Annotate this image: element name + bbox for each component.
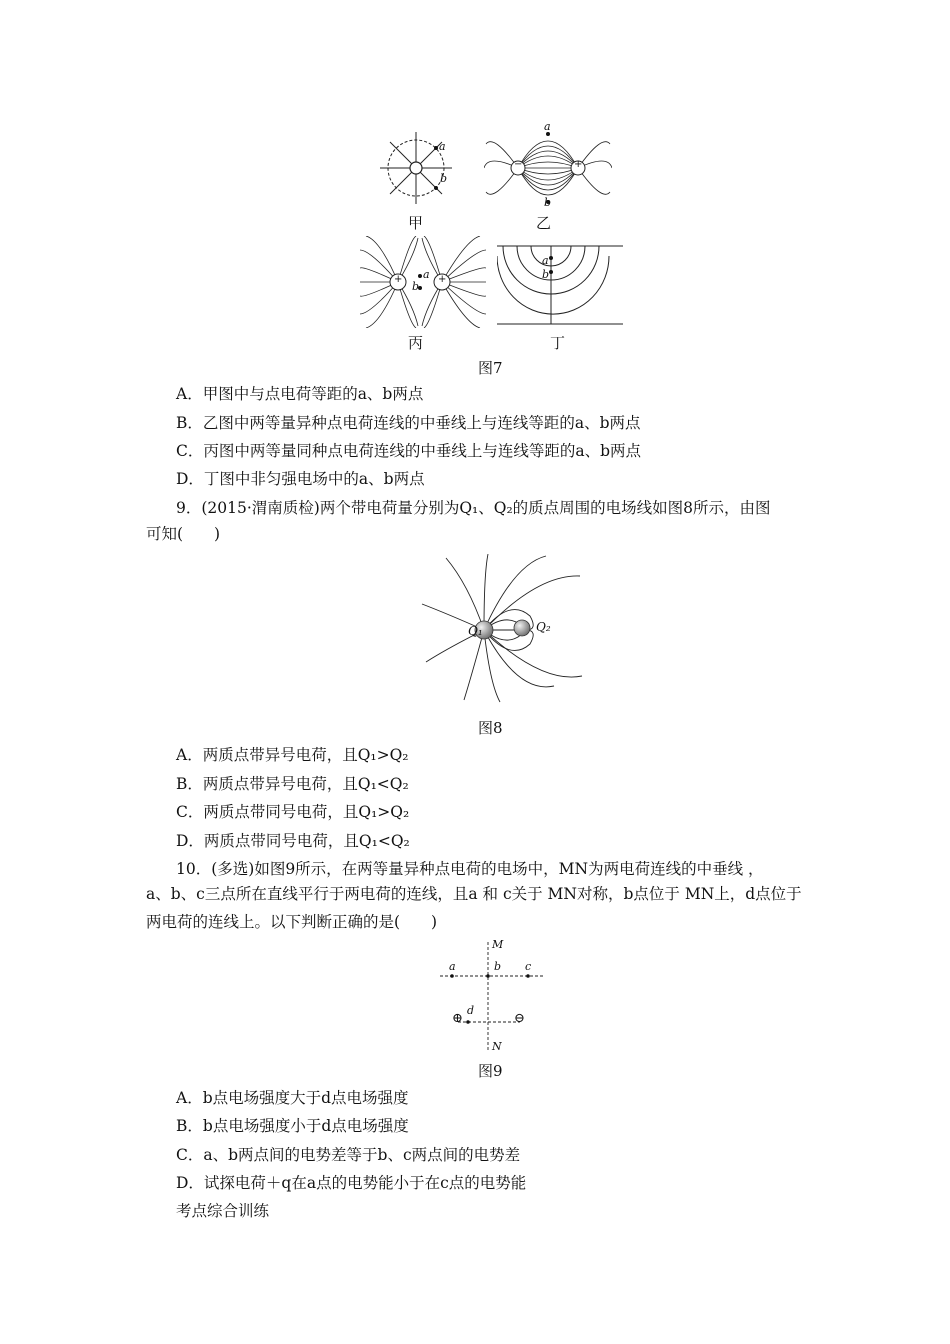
figure-7-panel-bing xyxy=(360,236,486,328)
figure-7-ding-label: 丁 xyxy=(550,334,566,352)
q9-option-c: C．两质点带同号电荷，且Q₁>Q₂ xyxy=(176,803,410,821)
q9-option-d: D．两质点带同号电荷，且Q₁<Q₂ xyxy=(176,832,410,850)
figure-9-negative-charge: ⊖ xyxy=(514,1011,525,1026)
figure-7-jia-point-b: b xyxy=(440,172,448,185)
figure-8-q2-label: Q₂ xyxy=(536,620,551,634)
figure-7-bing-charge-left: + xyxy=(394,274,403,285)
figure-8-caption: 图8 xyxy=(478,719,503,737)
figure-7-panel-ding xyxy=(497,242,623,326)
figure-9-label-d: d xyxy=(467,1004,475,1017)
q9-stem-line1: 9．(2015·渭南质检)两个带电荷量分别为Q₁、Q₂的质点周围的电场线如图8所示，由图 xyxy=(176,499,771,517)
figure-9-caption: 图9 xyxy=(478,1062,503,1080)
q10-option-d: D．试探电荷＋q在a点的电势能小于在c点的电势能 xyxy=(176,1174,527,1192)
q9-stem-line2: 可知( ) xyxy=(146,525,221,543)
q8-option-c: C．丙图中两等量同种点电荷连线的中垂线上与连线等距的a、b两点 xyxy=(176,442,642,460)
figure-7-jia-label: 甲 xyxy=(408,214,424,232)
figure-7-yi-point-a: a xyxy=(544,120,551,133)
figure-7-bing-point-a: a xyxy=(423,268,430,281)
figure-7-ding-point-b: b xyxy=(542,268,550,281)
q10-option-b: B．b点电场强度小于d点电场强度 xyxy=(176,1117,409,1135)
figure-8 xyxy=(418,554,588,704)
figure-7-yi-charge-left: − xyxy=(514,159,523,170)
q8-option-a: A．甲图中与点电荷等距的a、b两点 xyxy=(176,385,424,403)
q9-option-a: A．两质点带异号电荷，且Q₁>Q₂ xyxy=(176,746,409,764)
figure-7-caption: 图7 xyxy=(478,359,503,377)
q10-stem-line2: a、b、c三点所在直线平行于两电荷的连线，且a 和 c关于 MN对称，b点位于 MN上，d点位于 xyxy=(146,885,802,903)
figure-7-bing-charge-right: + xyxy=(438,274,447,285)
figure-9-label-b: b xyxy=(494,960,502,973)
q10-stem-line3: 两电荷的连线上。以下判断正确的是( ) xyxy=(146,913,438,931)
q8-option-d: D．丁图中非匀强电场中的a、b两点 xyxy=(176,470,425,488)
figure-7-yi-charge-right: + xyxy=(574,159,583,170)
figure-8-q1-label: Q₁ xyxy=(468,624,483,638)
section-heading: 考点综合训练 xyxy=(176,1202,270,1220)
q10-option-a: A．b点电场强度大于d点电场强度 xyxy=(176,1089,409,1107)
figure-7-bing-label: 丙 xyxy=(408,334,424,352)
figure-7-yi-point-b: b xyxy=(544,196,552,209)
figure-7-yi-label: 乙 xyxy=(536,214,552,232)
figure-9-label-m: M xyxy=(492,938,504,951)
figure-7-bing-point-b: b xyxy=(412,280,420,293)
figure-9-positive-charge: ⊕ xyxy=(452,1011,463,1026)
figure-9-label-a: a xyxy=(449,960,456,973)
figure-9-label-c: c xyxy=(525,960,532,973)
q8-option-b: B．乙图中两等量异种点电荷连线的中垂线上与连线等距的a、b两点 xyxy=(176,414,641,432)
q9-option-b: B．两质点带异号电荷，且Q₁<Q₂ xyxy=(176,775,409,793)
figure-7-ding-point-a: a xyxy=(542,254,549,267)
figure-7-jia-point-a: a xyxy=(439,140,446,153)
figure-9-label-n: N xyxy=(492,1040,502,1053)
q10-stem-line1: 10．(多选)如图9所示，在两等量异种点电荷的电场中，MN为两电荷连线的中垂线 ， xyxy=(176,860,764,878)
q10-option-c: C．a、b两点间的电势差等于b、c两点间的电势差 xyxy=(176,1146,521,1164)
